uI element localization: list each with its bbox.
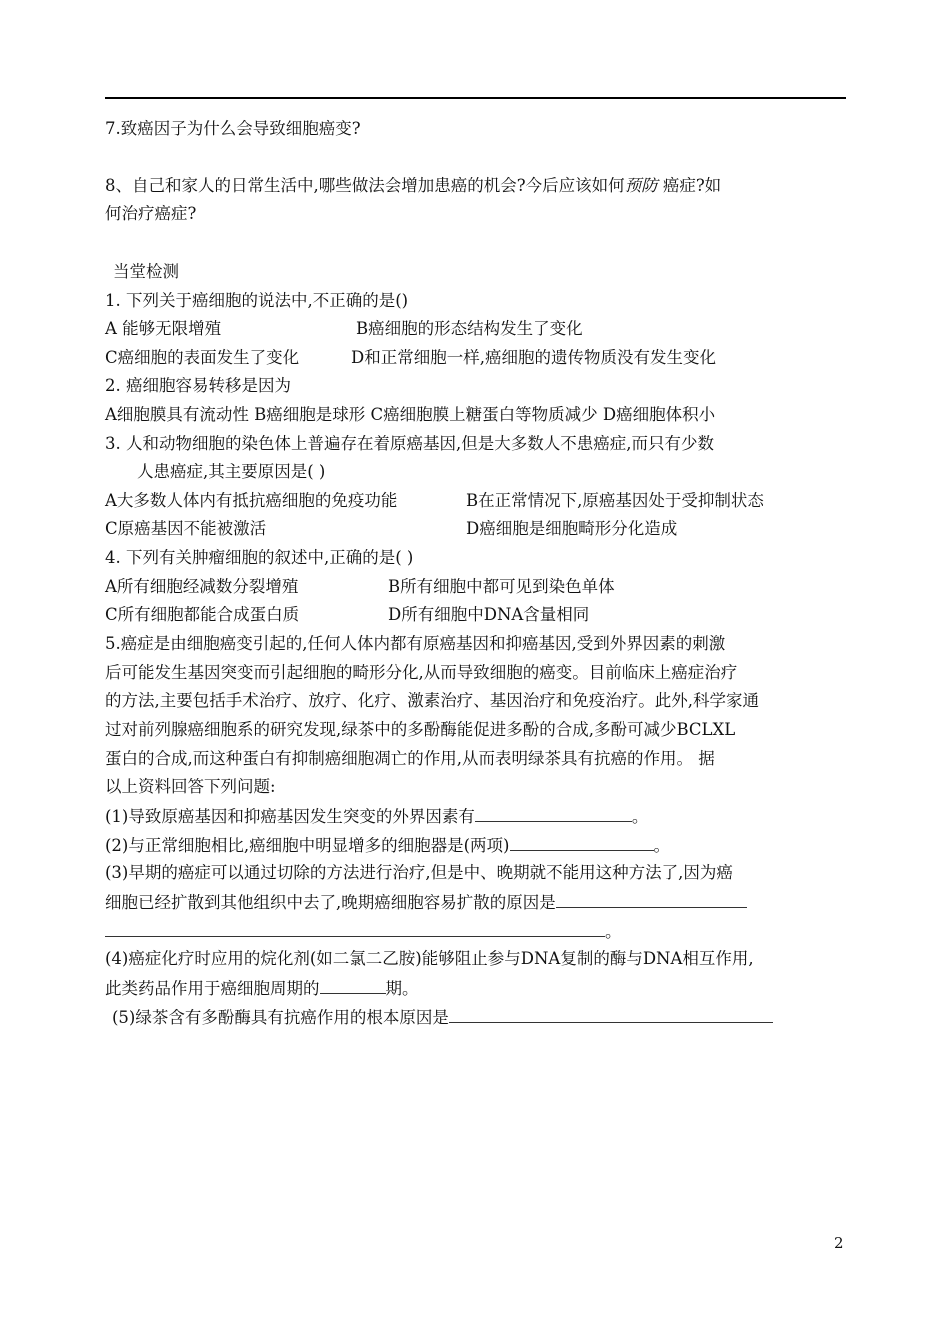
q2-stem: 2. 癌细胞容易转移是因为	[105, 376, 291, 395]
q3-option-d: D癌细胞是细胞畸形分化造成	[466, 519, 678, 538]
q2-options: A细胞膜具有流动性 B癌细胞是球形 C癌细胞膜上糖蛋白等物质减少 D癌细胞体积小	[105, 405, 716, 424]
q4-option-a: A所有细胞经减数分裂增殖	[105, 577, 299, 596]
q1-option-d: D和正常细胞一样,癌细胞的遗传物质没有发生变化	[351, 348, 716, 367]
question-8-line2: 何治疗癌症?	[105, 204, 197, 223]
q5-para-line3: 的方法,主要包括手术治疗、放疗、化疗、激素治疗、基因治疗和免疫治疗。此外,科学家通	[105, 691, 759, 710]
q5-sub4-end: 期。	[385, 979, 419, 998]
q5-para-line1: 5.癌症是由细胞癌变引起的,任何人体内都有原癌基因和抑癌基因,受到外界因素的刺激	[105, 634, 726, 653]
q5-sub3-line2	[105, 891, 747, 914]
q5-sub4-line1: (4)癌症化疗时应用的烷化剂(如二氯二乙胺)能够阻止参与DNA复制的酶与DNA相互作用,	[105, 949, 754, 968]
q4-option-b: B所有细胞中都可见到染色单体	[388, 577, 615, 596]
q5-sub4-blank[interactable]	[320, 977, 386, 994]
q5-sub5-blank[interactable]	[449, 1006, 773, 1023]
q5-sub2-text: (2)与正常细胞相比,癌细胞中明显增多的细胞器是(两项)	[105, 836, 510, 855]
q5-sub5	[112, 1006, 773, 1029]
q1-stem: 1. 下列关于癌细胞的说法中,不正确的是()	[105, 291, 409, 310]
q4-option-d: D所有细胞中DNA含量相同	[388, 605, 590, 624]
q5-sub3-blank-a[interactable]	[556, 891, 747, 908]
q8-text-a: 8、自己和家人的日常生活中,哪些做法会增加患癌的机会?今后应该如何	[105, 176, 625, 195]
q1-option-a: A 能够无限增殖	[105, 319, 222, 338]
q5-sub3-text: 细胞已经扩散到其他组织中去了,晚期癌细胞容易扩散的原因是	[105, 893, 556, 912]
q3-stem-line2: 人患癌症,其主要原因是( )	[137, 462, 326, 481]
q5-sub4-line2	[105, 977, 419, 1000]
q4-option-c: C所有细胞都能合成蛋白质	[105, 605, 300, 624]
q3-option-a: A大多数人体内有抵抗癌细胞的免疫功能	[105, 491, 398, 510]
section-title: 当堂检测	[113, 262, 179, 281]
q8-text-b: 癌症?如	[657, 176, 722, 195]
question-7: 7.致癌因子为什么会导致细胞癌变?	[105, 119, 361, 138]
q5-sub3-line3	[105, 920, 622, 943]
q5-sub2-blank[interactable]	[510, 834, 654, 851]
q5-sub3-end: 。	[605, 922, 622, 941]
q5-para-line5: 蛋白的合成,而这种蛋白有抑制癌细胞凋亡的作用,从而表明绿茶具有抗癌的作用。 据	[105, 749, 715, 768]
q5-para-line2: 后可能发生基因突变而引起细胞的畸形分化,从而导致细胞的癌变。目前临床上癌症治疗	[105, 663, 738, 682]
q5-sub1-text: (1)导致原癌基因和抑癌基因发生突变的外界因素有	[105, 807, 475, 826]
q5-para-line6: 以上资料回答下列问题:	[105, 777, 276, 796]
q5-sub4-text: 此类药品作用于癌细胞周期的	[105, 979, 320, 998]
q5-sub3-line1: (3)早期的癌症可以通过切除的方法进行治疗,但是中、晚期就不能用这种方法了,因为癌	[105, 863, 733, 882]
q5-sub3-blank-b[interactable]	[105, 920, 605, 937]
q1-option-c: C癌细胞的表面发生了变化	[105, 348, 300, 367]
q5-para-line4: 过对前列腺癌细胞系的研究发现,绿茶中的多酚酶能促进多酚的合成,多酚可减少BCLXL	[105, 720, 736, 739]
q8-emphasis: 预防	[624, 176, 658, 195]
q3-option-c: C原癌基因不能被激活	[105, 519, 267, 538]
page-number: 2	[834, 1234, 844, 1252]
q3-stem-line1: 3. 人和动物细胞的染色体上普遍存在着原癌基因,但是大多数人不患癌症,而只有少数	[105, 434, 714, 453]
q4-stem: 4. 下列有关肿瘤细胞的叙述中,正确的是( )	[105, 548, 414, 567]
q5-sub1	[105, 805, 648, 828]
q5-sub1-end: 。	[631, 807, 649, 826]
q5-sub5-text: (5)绿茶含有多酚酶具有抗癌作用的根本原因是	[112, 1008, 449, 1027]
q5-sub2-end: 。	[653, 836, 670, 855]
q5-sub2	[105, 834, 670, 857]
q1-option-b: B癌细胞的形态结构发生了变化	[356, 319, 583, 338]
header-rule	[105, 97, 846, 99]
q5-sub1-blank[interactable]	[475, 805, 632, 822]
q3-option-b: B在正常情况下,原癌基因处于受抑制状态	[466, 491, 764, 510]
question-8-line1	[105, 175, 721, 197]
